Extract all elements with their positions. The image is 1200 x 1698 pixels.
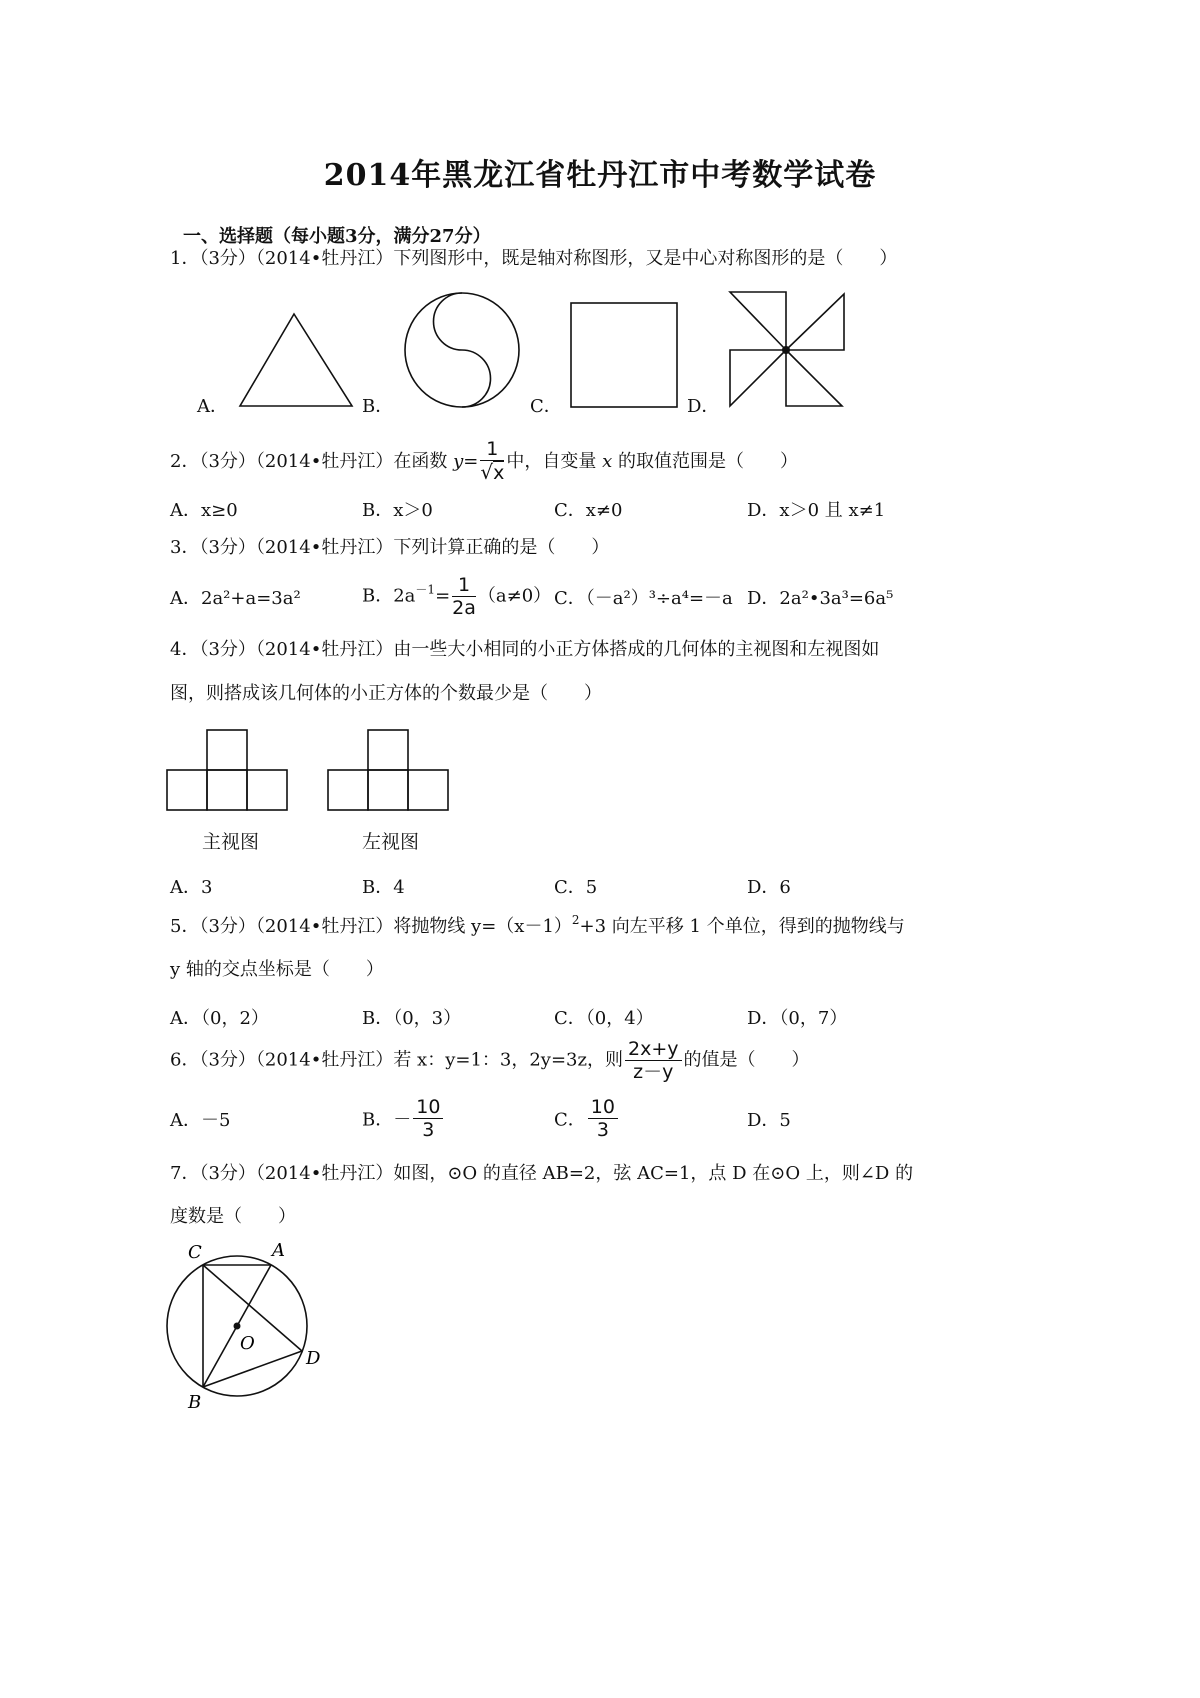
question-5-line-1 <box>170 913 905 937</box>
q4-option-b: B．4 <box>362 877 405 898</box>
q2-prefix: 2．（3分）（2014•牡丹江）在函数 <box>170 451 454 472</box>
point-d-label: D <box>306 1348 321 1369</box>
q4-option-a: A．3 <box>170 877 213 898</box>
q2-option-c: C．x≠0 <box>554 500 623 521</box>
q3-option-b-exponent: －1 <box>415 582 436 597</box>
q6-suffix: 的值是（ ） <box>683 1049 810 1071</box>
q6-option-c-fraction <box>588 1096 618 1141</box>
q1-label-a: A． <box>197 396 228 417</box>
q6-option-b-numerator: 10 <box>413 1096 443 1119</box>
front-view-caption: 主视图 <box>202 831 260 853</box>
question-1-text: 1．（3分）（2014•牡丹江）下列图形中，既是轴对称图形，又是中心对称图形的是（ ） <box>170 248 898 269</box>
q5-option-b: B．（0，3） <box>362 1008 462 1029</box>
q6-option-b-denominator: 3 <box>422 1119 435 1141</box>
point-a-label: A <box>272 1240 285 1261</box>
q2-fraction-numerator: 1 <box>480 438 504 461</box>
q5-option-d: D．（0，7） <box>747 1008 848 1029</box>
q2-option-d: D．x＞0 且 x≠1 <box>747 500 886 521</box>
q3-option-b-suffix: （a≠0） <box>477 585 552 607</box>
left-view-figure <box>326 728 454 812</box>
q6-option-c-denominator: 3 <box>596 1119 609 1141</box>
question-3-text: 3．（3分）（2014•牡丹江）下列计算正确的是（ ） <box>170 537 610 558</box>
q6-option-b-fraction <box>413 1096 443 1141</box>
q1-label-c: C． <box>530 396 562 417</box>
question-2-text <box>170 438 798 484</box>
q3-option-b-numerator: 1 <box>452 574 476 597</box>
question-4-line-1: 4．（3分）（2014•牡丹江）由一些大小相同的小正方体搭成的几何体的主视图和左视图如 <box>170 639 880 660</box>
q5-option-c: C．（0，4） <box>554 1008 654 1029</box>
q6-option-c-numerator: 10 <box>588 1096 618 1119</box>
yin-yang-circle-figure <box>402 290 522 410</box>
q3-option-b-fraction <box>452 574 476 619</box>
point-o-label: O <box>240 1333 255 1354</box>
question-5-line-2: y 轴的交点坐标是（ ） <box>170 959 384 980</box>
q2-var-y: y <box>453 451 464 472</box>
q3-option-b-equals: = <box>435 585 451 607</box>
q3-option-b <box>362 574 551 619</box>
q2-middle: 中，自变量 <box>506 451 597 472</box>
left-view-caption: 左视图 <box>362 831 420 853</box>
q6-fraction-numerator: 2x+y <box>625 1038 682 1061</box>
question-7-line-1: 7．（3分）（2014•牡丹江）如图，⊙O 的直径 AB=2，弦 AC=1，点 D 在⊙O 上，则∠D 的 <box>170 1163 914 1184</box>
question-6-text <box>170 1038 810 1083</box>
q4-option-d: D．6 <box>747 877 791 898</box>
q6-fraction <box>625 1038 682 1083</box>
q6-prefix: 6．（3分）（2014•牡丹江）若 x：y=1：3，2y=3z，则 <box>170 1049 623 1071</box>
q6-option-a: A．－5 <box>170 1110 231 1131</box>
q5-option-a: A．（0，2） <box>170 1008 269 1029</box>
q2-option-a: A．x≥0 <box>170 500 238 521</box>
q5-line-1-suffix: +3 向左平移 1 个单位，得到的抛物线与 <box>579 916 905 937</box>
q5-line-1-prefix: 5．（3分）（2014•牡丹江）将抛物线 y=（x－1） <box>170 916 572 937</box>
q6-option-c-label: C． <box>554 1109 586 1131</box>
q1-label-d: D． <box>687 396 720 417</box>
q6-option-d: D．5 <box>747 1110 791 1131</box>
square-figure <box>568 300 680 410</box>
q2-radicand: x <box>493 462 505 484</box>
q6-fraction-denominator: z－y <box>633 1061 674 1083</box>
point-c-label: C <box>188 1242 202 1263</box>
question-4-line-2: 图，则搭成该几何体的小正方体的个数最少是（ ） <box>170 683 602 704</box>
q2-equals: = <box>463 451 479 472</box>
q4-option-c: C．5 <box>554 877 598 898</box>
q2-option-b: B．x＞0 <box>362 500 433 521</box>
q2-fraction <box>480 438 504 484</box>
q3-option-c: C．（－a²）³÷a⁴=－a <box>554 588 733 609</box>
circle-geometry-figure <box>160 1236 340 1416</box>
q1-label-b: B． <box>362 396 394 417</box>
q2-var-x: x <box>602 451 613 472</box>
q2-suffix: 的取值范围是（ ） <box>617 451 798 472</box>
q6-option-b-label: B． <box>362 1109 394 1131</box>
q6-option-b-sign: － <box>393 1109 412 1131</box>
page-title: 2014年黑龙江省牡丹江市中考数学试卷 <box>323 158 877 193</box>
pinwheel-figure <box>726 290 846 410</box>
question-7-line-2: 度数是（ ） <box>170 1206 296 1227</box>
q2-fraction-denominator: √x <box>480 460 505 484</box>
point-b-label: B <box>188 1392 202 1413</box>
q3-option-a: A．2a²+a=3a² <box>170 588 301 609</box>
front-view-figure <box>165 728 293 812</box>
q6-option-c <box>554 1096 620 1141</box>
q3-option-d: D．2a²•3a³=6a⁵ <box>747 588 894 609</box>
q3-option-b-prefix: B．2a <box>362 585 416 607</box>
section-heading: 一、选择题（每小题3分，满分27分） <box>183 226 491 247</box>
q5-exponent: 2 <box>571 913 580 927</box>
q6-option-b <box>362 1096 445 1141</box>
triangle-figure <box>236 310 356 410</box>
q3-option-b-denominator: 2a <box>452 597 476 619</box>
